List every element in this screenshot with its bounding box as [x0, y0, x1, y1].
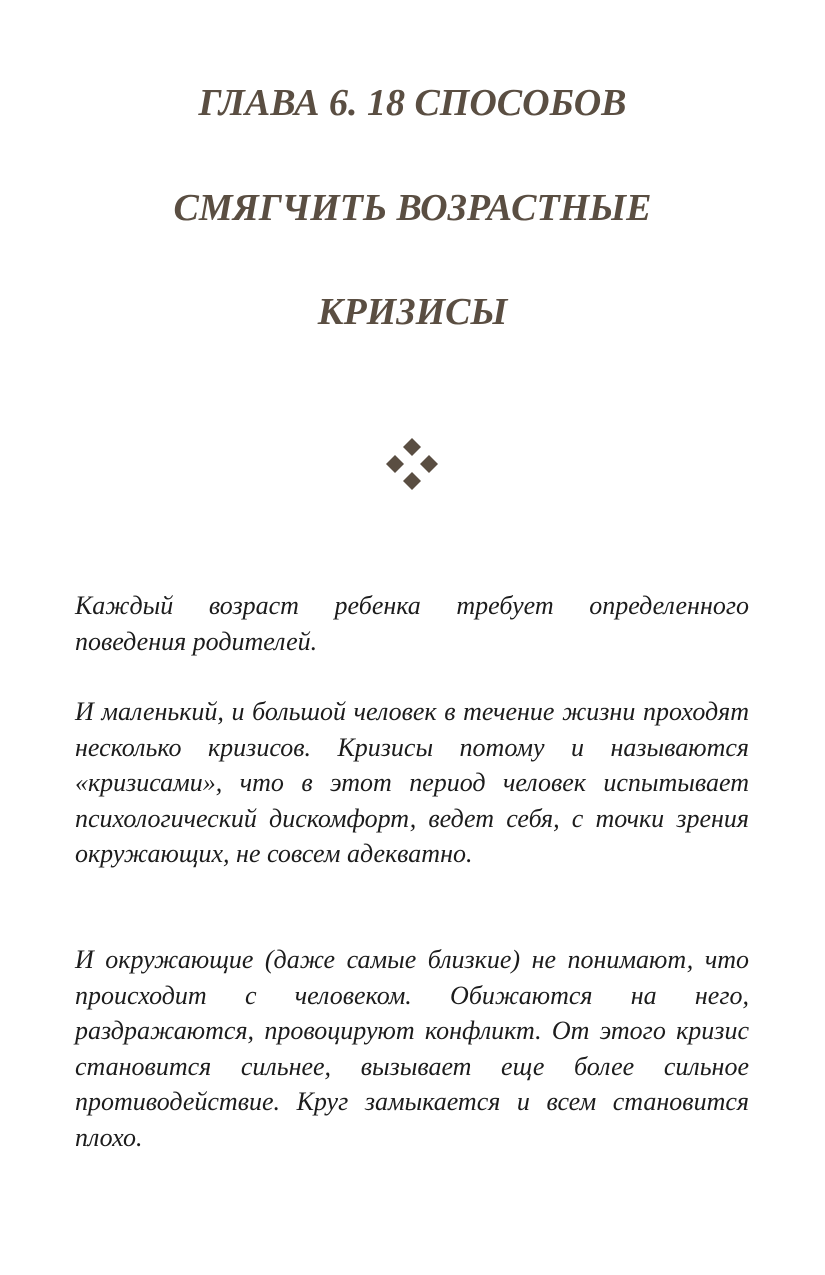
chapter-title-line-2: СМЯГЧИТЬ ВОЗРАСТНЫЕ — [173, 187, 652, 229]
body-paragraph-2: И маленький, и большой человек в течение жизни проходят несколько кризисов. Кризисы потому и называются «кризисами», что в этот период человек испытывает психологический дискомфорт, ведет себя, с точки зрения окружающих, не совсем адекватно. — [75, 697, 749, 868]
chapter-title-line-1: ГЛАВА 6. 18 СПОСОБОВ — [198, 82, 627, 124]
body-paragraph-3: И окружающие (даже самые близкие) не понимают, что происходит с человеком. Обижаются на него, раздражаются, провоцируют конфликт. От этого кризис становится сильнее, вызывает еще более сильное противодействие. Круг замыкается и всем становится плохо. — [75, 945, 749, 1152]
body-paragraph-1: Каждый возраст ребенка требует определенного поведения родителей. — [75, 591, 749, 656]
diamond-cluster-ornament-icon — [383, 436, 441, 494]
chapter-title-line-3: КРИЗИСЫ — [317, 291, 508, 333]
